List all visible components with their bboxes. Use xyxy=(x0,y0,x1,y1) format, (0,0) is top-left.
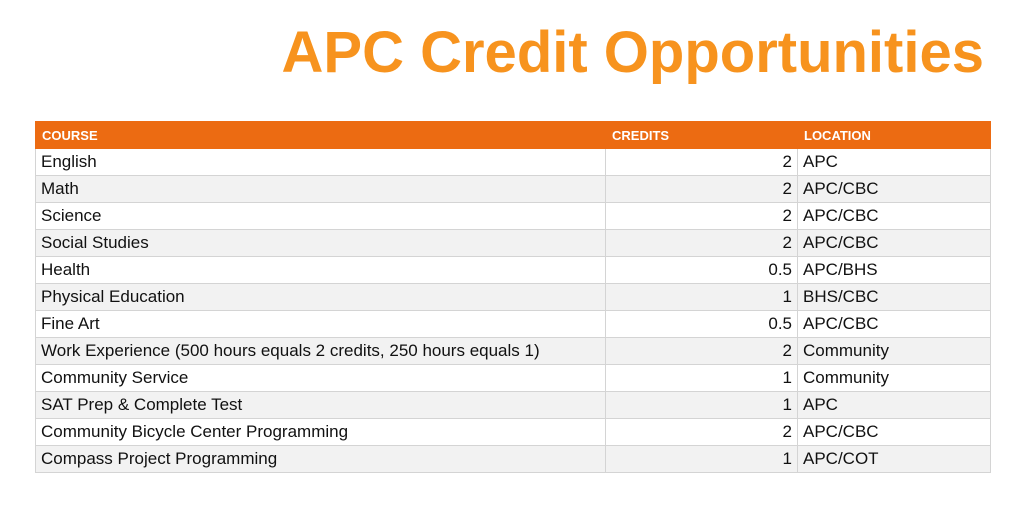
table-row xyxy=(36,284,991,311)
course-cell: SAT Prep & Complete Test xyxy=(36,392,606,419)
course-cell: Community Bicycle Center Programming xyxy=(36,419,606,446)
location-cell: APC/CBC xyxy=(798,419,991,446)
credits-cell: 1 xyxy=(606,365,798,392)
location-cell: Community xyxy=(798,338,991,365)
table-row xyxy=(36,203,991,230)
credits-cell: 1 xyxy=(606,446,798,473)
credits-cell: 2 xyxy=(606,176,798,203)
credits-cell: 1 xyxy=(606,284,798,311)
location-cell: BHS/CBC xyxy=(798,284,991,311)
course-cell: Health xyxy=(36,257,606,284)
table-row xyxy=(36,446,991,473)
credits-cell: 2 xyxy=(606,230,798,257)
table-body xyxy=(36,149,991,473)
credits-cell: 2 xyxy=(606,149,798,176)
table-row xyxy=(36,311,991,338)
column-header-course: COURSE xyxy=(36,122,606,149)
header-row xyxy=(36,122,991,149)
location-cell: APC/CBC xyxy=(798,230,991,257)
table-row xyxy=(36,338,991,365)
column-header-location: LOCATION xyxy=(798,122,991,149)
course-cell: Science xyxy=(36,203,606,230)
course-cell: Work Experience (500 hours equals 2 credits, 250 hours equals 1) xyxy=(36,338,606,365)
course-cell: Community Service xyxy=(36,365,606,392)
table-row xyxy=(36,149,991,176)
credits-cell: 0.5 xyxy=(606,257,798,284)
credits-table xyxy=(35,121,991,473)
credits-cell: 2 xyxy=(606,338,798,365)
column-header-credits: CREDITS xyxy=(606,122,798,149)
course-cell: Fine Art xyxy=(36,311,606,338)
credits-cell: 0.5 xyxy=(606,311,798,338)
location-cell: APC/COT xyxy=(798,446,991,473)
course-cell: Physical Education xyxy=(36,284,606,311)
location-cell: APC xyxy=(798,149,991,176)
location-cell: Community xyxy=(798,365,991,392)
table-row xyxy=(36,392,991,419)
table-row xyxy=(36,419,991,446)
table-row xyxy=(36,257,991,284)
page-title: APC Credit Opportunities xyxy=(281,20,984,85)
table-row xyxy=(36,230,991,257)
location-cell: APC/CBC xyxy=(798,176,991,203)
location-cell: APC/CBC xyxy=(798,203,991,230)
table-row xyxy=(36,176,991,203)
location-cell: APC xyxy=(798,392,991,419)
course-cell: Math xyxy=(36,176,606,203)
credits-cell: 2 xyxy=(606,419,798,446)
credits-cell: 2 xyxy=(606,203,798,230)
location-cell: APC/CBC xyxy=(798,311,991,338)
course-cell: English xyxy=(36,149,606,176)
course-cell: Social Studies xyxy=(36,230,606,257)
table-row xyxy=(36,365,991,392)
table-header xyxy=(36,122,991,149)
location-cell: APC/BHS xyxy=(798,257,991,284)
credits-cell: 1 xyxy=(606,392,798,419)
course-cell: Compass Project Programming xyxy=(36,446,606,473)
